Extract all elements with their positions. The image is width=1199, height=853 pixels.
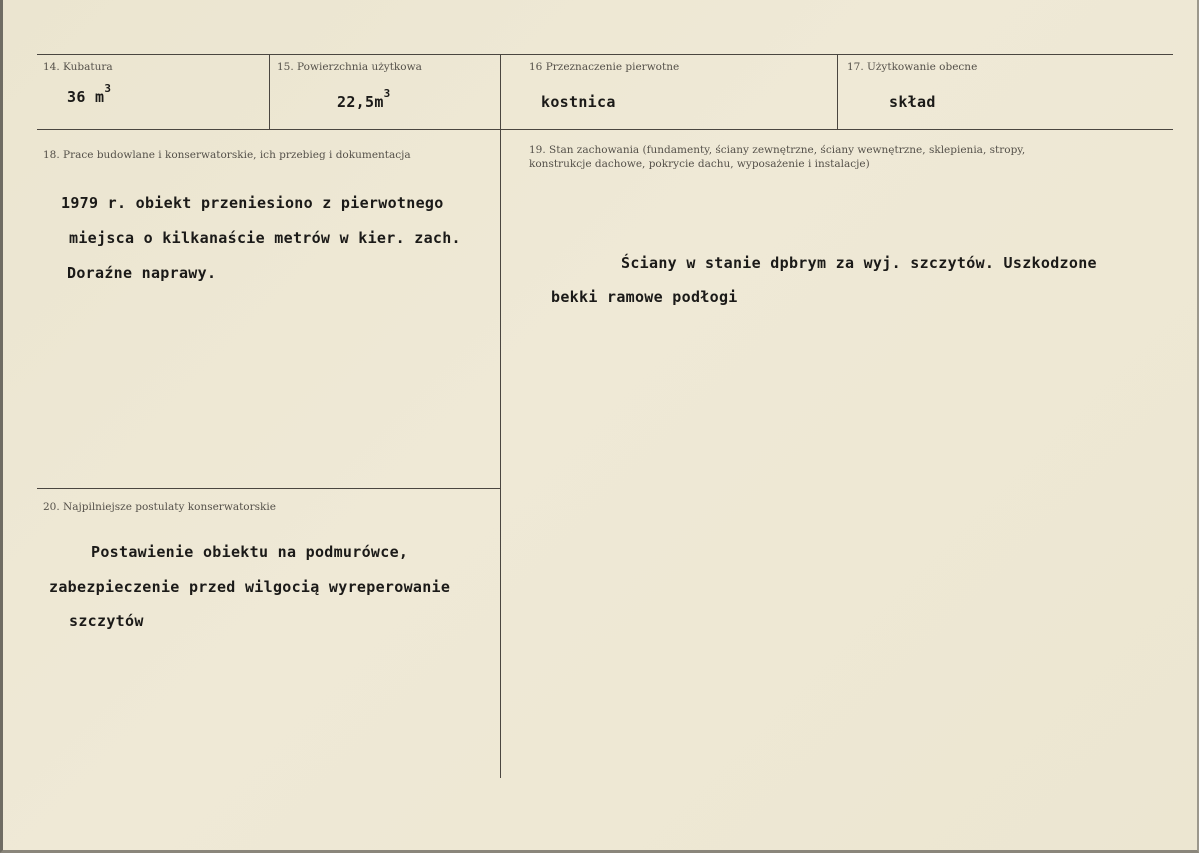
stan-label-line-1: 19. Stan zachowania (fundamenty, ściany zewnętrzne, ściany wewnętrzne, sklepienia, stropy, [529, 144, 1026, 156]
postulaty-line-1: Postawienie obiektu na podmurówce, [91, 543, 409, 561]
main-vertical-divider [500, 54, 501, 778]
przeznaczenie-value: kostnica [541, 93, 616, 111]
stan-line-2: bekki ramowe podłogi [551, 288, 738, 306]
postulaty-label: 20. Najpilniejsze postulaty konserwatorskie [43, 501, 276, 513]
kubatura-value: 36 $m^3$ [67, 82, 112, 106]
row1-bottom-rule [37, 129, 1173, 130]
kubatura-label: 14. Kubatura [43, 61, 113, 73]
postulaty-line-3: szczytów [69, 612, 144, 630]
postulaty-line-2: zabezpieczenie przed wilgocią wyreperowanie [49, 578, 451, 596]
prace-line-2: miejsca o kilkanaście metrów w kier. zach. [69, 229, 461, 247]
stan-label-line-2: konstrukcje dachowe, pokrycie dachu, wyposażenie i instalacje) [529, 158, 870, 170]
prace-label: 18. Prace budowlane i konserwatorskie, ich przebieg i dokumentacja [43, 149, 411, 161]
divider-16-17 [837, 54, 838, 129]
stan-line-1: Ściany w stanie dpbrym za wyj. szczytów. Uszkodzone [621, 254, 1097, 272]
left-column-divider [37, 488, 500, 489]
top-rule [37, 54, 1173, 55]
prace-line-3: Doraźne naprawy. [67, 264, 217, 282]
powierzchnia-label: 15. Powierzchnia użytkowa [277, 61, 422, 73]
divider-14-15 [269, 54, 270, 129]
uzytkowanie-value: skład [889, 93, 936, 111]
prace-line-1: 1979 r. obiekt przeniesiono z pierwotnego [61, 194, 444, 212]
powierzchnia-value: $22,5m^3$ [337, 87, 391, 111]
uzytkowanie-label: 17. Użytkowanie obecne [847, 61, 978, 73]
przeznaczenie-label: 16 Przeznaczenie pierwotne [529, 61, 680, 73]
